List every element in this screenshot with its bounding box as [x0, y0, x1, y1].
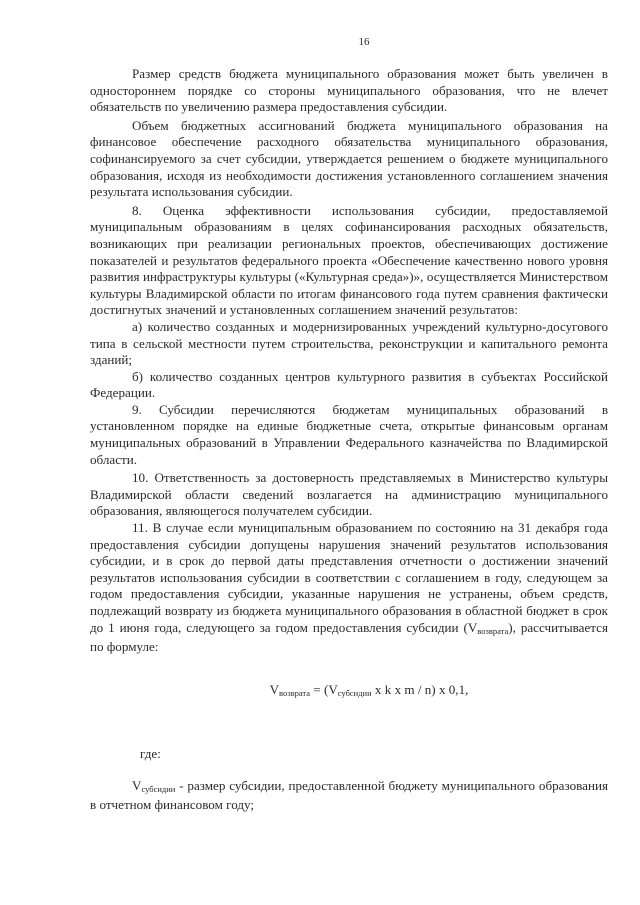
page-number: 16 — [358, 36, 370, 48]
formula-equals: = (V — [310, 681, 338, 697]
refund-formula — [90, 682, 608, 698]
paragraph-8-efficiency: 8. Оценка эффективности использования субсидии, предоставляемой муниципальным образованиям в целях софинансирования расходных обязательств, возникающих при реализации региональных проектов, обеспечивающих достижение показателей и результатов федерального проекта «Обеспечение качественно нового уровня развития инфраструктуры культуры («Культурная среда»)», осуществляется Министерством культуры Владимирской области по итогам финансового года путем сравнения фактически достигнутых значений и установленных соглашением значений результатов: — [90, 202, 608, 318]
paragraph-8a: а) количество созданных и модернизированных учреждений культурно-досугового типа в сельской местности путем строительства, реконструкции и капитального ремонта зданий; — [90, 318, 608, 368]
paragraph-8b: б) количество созданных центров культурного развития в субъектах Российской Федерации. — [90, 368, 608, 401]
paragraph-9-transfers: 9. Субсидии перечисляются бюджетам муниципальных образований в установленном порядке на единые бюджетные счета, открытые финансовым органам муниципальных образований в Управлении Федерального казначейства по Владимирской области. — [90, 401, 608, 467]
definition-v: V — [132, 777, 142, 793]
formula-subsidy-subscript: субсидии — [337, 687, 372, 698]
where-label: где: — [140, 745, 161, 761]
definition-text: - размер субсидии, предоставленной бюджету муниципального образования в отчетном финансовом году; — [90, 777, 608, 813]
paragraph-11-subscript: возврата — [477, 625, 509, 636]
paragraph-10-responsibility: 10. Ответственность за достоверность представляемых в Министерство культуры Владимирской области сведений возлагается на администрацию муниципального образования, являющегося получателем субсидии. — [90, 470, 608, 519]
formula-v-subscript: возврата — [279, 687, 311, 698]
formula-rest: x k x m / n) x 0,1, — [371, 681, 469, 697]
definition-subsidy — [90, 778, 608, 814]
paragraph-11-text: 11. В случае если муниципальным образованием по состоянию на 31 декабря года предоставления субсидии допущены нарушения значений результатов использования субсидии, и в срок до первой даты представления отчетности о достижении значений результатов использования субсидии в соответствии с соглашением в году, следующем за годом предоставления субсидии, указанные нарушения не устранены, объем средств, подлежащий возврату из бюджета муниципального образования в областной бюджет в срок до 1 июня года, следующего за годом предоставления субсидии (V — [90, 520, 608, 635]
paragraph-11-refund — [90, 520, 608, 656]
paragraph-budget-increase: Размер средств бюджета муниципального образования может быть увеличен в одностороннем порядке со стороны муниципального образования, что не влечет обязательств по увеличению размера предоставления субсидии. — [90, 66, 608, 115]
paragraph-11-tail: ), рассчитывается по формуле: — [90, 619, 608, 655]
definition-v-subscript: субсидии — [141, 783, 176, 794]
paragraph-budget-allocations: Объем бюджетных ассигнований бюджета муниципального образования на финансовое обеспечение расходного обязательства муниципального образования, софинансируемого за счет субсидии, утверждается решением о бюджете муниципального образования, исходя из необходимости достижения установленного соглашением значения результата использования субсидии. — [90, 117, 608, 200]
formula-v: V — [269, 681, 280, 697]
